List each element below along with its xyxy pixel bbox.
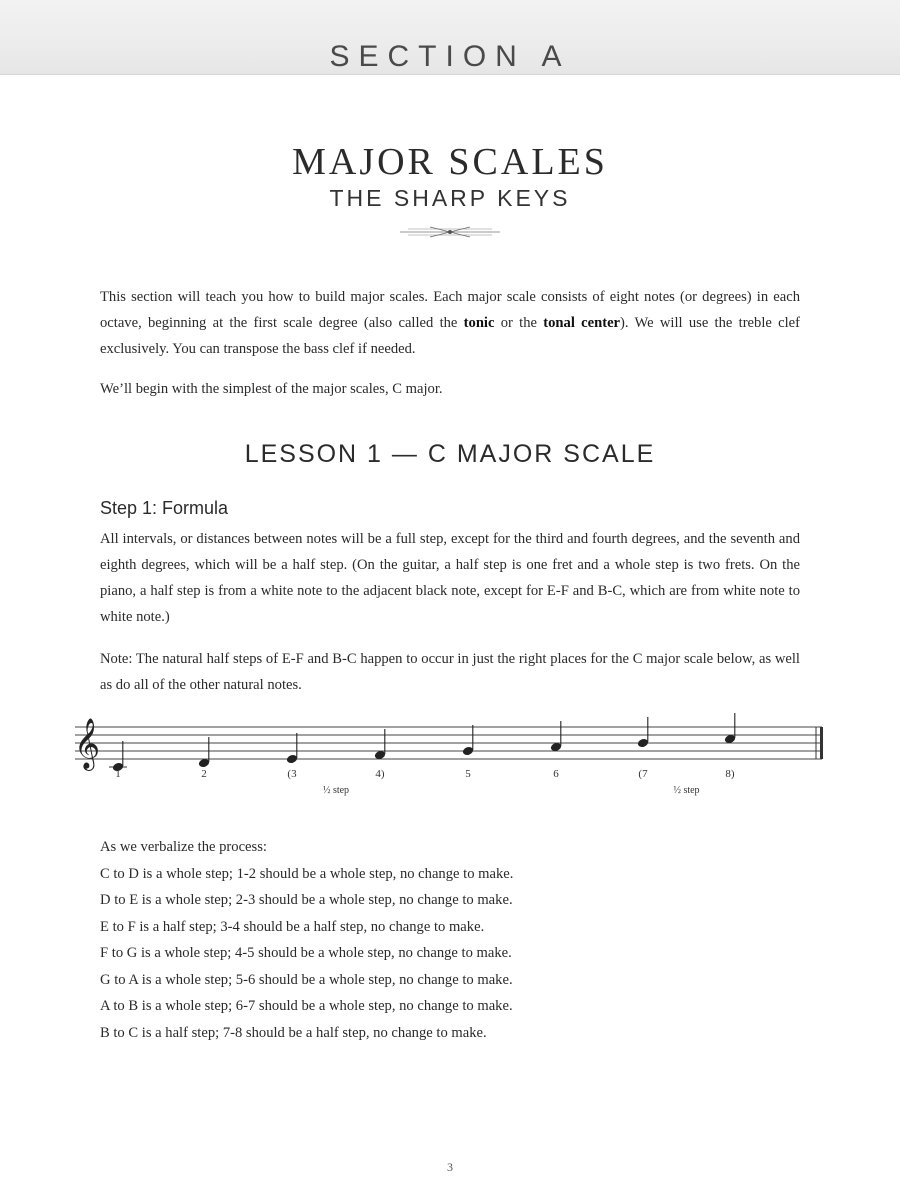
c-major-scale-staff bbox=[70, 705, 830, 805]
process-list bbox=[100, 834, 800, 1046]
intro-paragraph-2: We’ll begin with the simplest of the major scales, C major. bbox=[100, 381, 443, 397]
term-tonal-center: tonal center bbox=[543, 315, 621, 331]
scale-note bbox=[286, 733, 298, 764]
process-line: E to F is a half step; 3-4 should be a half step, no change to make. bbox=[100, 918, 485, 935]
ornament-divider bbox=[400, 224, 500, 240]
chapter-subtitle: THE SHARP KEYS bbox=[329, 185, 571, 211]
page-number: 3 bbox=[447, 1160, 453, 1174]
process-line: C to D is a whole step; 1-2 should be a whole step, no change to make. bbox=[100, 865, 514, 882]
half-step-label: ½ step bbox=[322, 785, 350, 796]
intro-text-a: This section will teach you how to build major scales. Each major scale consists of eight notes (or degrees) in each octave, beginning at the first scale degree (also called the bbox=[100, 289, 800, 331]
scale-note bbox=[198, 737, 210, 768]
degree-label: (7 bbox=[638, 768, 648, 780]
chapter-title: MAJOR SCALES bbox=[292, 141, 608, 183]
degree-label: 8) bbox=[725, 768, 735, 780]
degree-labels bbox=[115, 768, 735, 780]
process-line: F to G is a whole step; 4-5 should be a whole step, no change to make. bbox=[100, 945, 512, 961]
degree-label: 5 bbox=[465, 768, 471, 780]
scale-note bbox=[462, 725, 474, 756]
scale-note bbox=[637, 717, 649, 748]
process-line: G to A is a whole step; 5-6 should be a whole step, no change to make. bbox=[100, 971, 513, 988]
note-paragraph: Note: The natural half steps of E-F and B-C happen to occur in just the right places for the C major scale below, as well as do all of the other natural notes. bbox=[100, 651, 800, 693]
process-line: A to B is a whole step; 6-7 should be a whole step, no change to make. bbox=[100, 998, 513, 1014]
staff-lines bbox=[75, 727, 822, 759]
degree-label: 4) bbox=[375, 768, 385, 780]
process-line: B to C is a half step; 7-8 should be a half step, no change to make. bbox=[100, 1024, 487, 1041]
intro-paragraph bbox=[100, 284, 800, 362]
degree-label: 2 bbox=[201, 768, 207, 780]
section-title: SECTION A bbox=[329, 40, 571, 73]
formula-paragraph: All intervals, or distances between notes will be a full step, except for the third and fourth degrees, and the seventh and eighth degrees, which will be a half step. (On the guitar, a half step is one fret and a whole step is two frets. On the piano, a half step is from a white note to the adjacent black note, except for E-F and B-C, which are from white note to white note.) bbox=[100, 531, 800, 625]
half-step-labels bbox=[323, 785, 700, 796]
term-tonic: tonic bbox=[463, 315, 495, 331]
scale-note bbox=[550, 721, 562, 752]
half-step-label: ½ step bbox=[673, 785, 700, 796]
degree-label: 6 bbox=[553, 768, 559, 780]
degree-label: 1 bbox=[115, 768, 121, 780]
treble-clef-icon: 𝄞 bbox=[74, 718, 101, 769]
process-line: D to E is a whole step; 2-3 should be a whole step, no change to make. bbox=[100, 892, 513, 908]
intro-text-b: ). We will use the treble clef exclusively. You can transpose the bass clef if needed. bbox=[100, 315, 800, 357]
scale-note bbox=[724, 713, 736, 744]
lesson-title: LESSON 1 — C MAJOR SCALE bbox=[244, 440, 656, 468]
step-heading: Step 1: Formula bbox=[100, 498, 229, 518]
scale-note bbox=[374, 729, 386, 760]
process-intro: As we verbalize the process: bbox=[100, 839, 267, 855]
degree-label: (3 bbox=[287, 768, 297, 780]
intro-text-or: or the bbox=[494, 315, 544, 331]
